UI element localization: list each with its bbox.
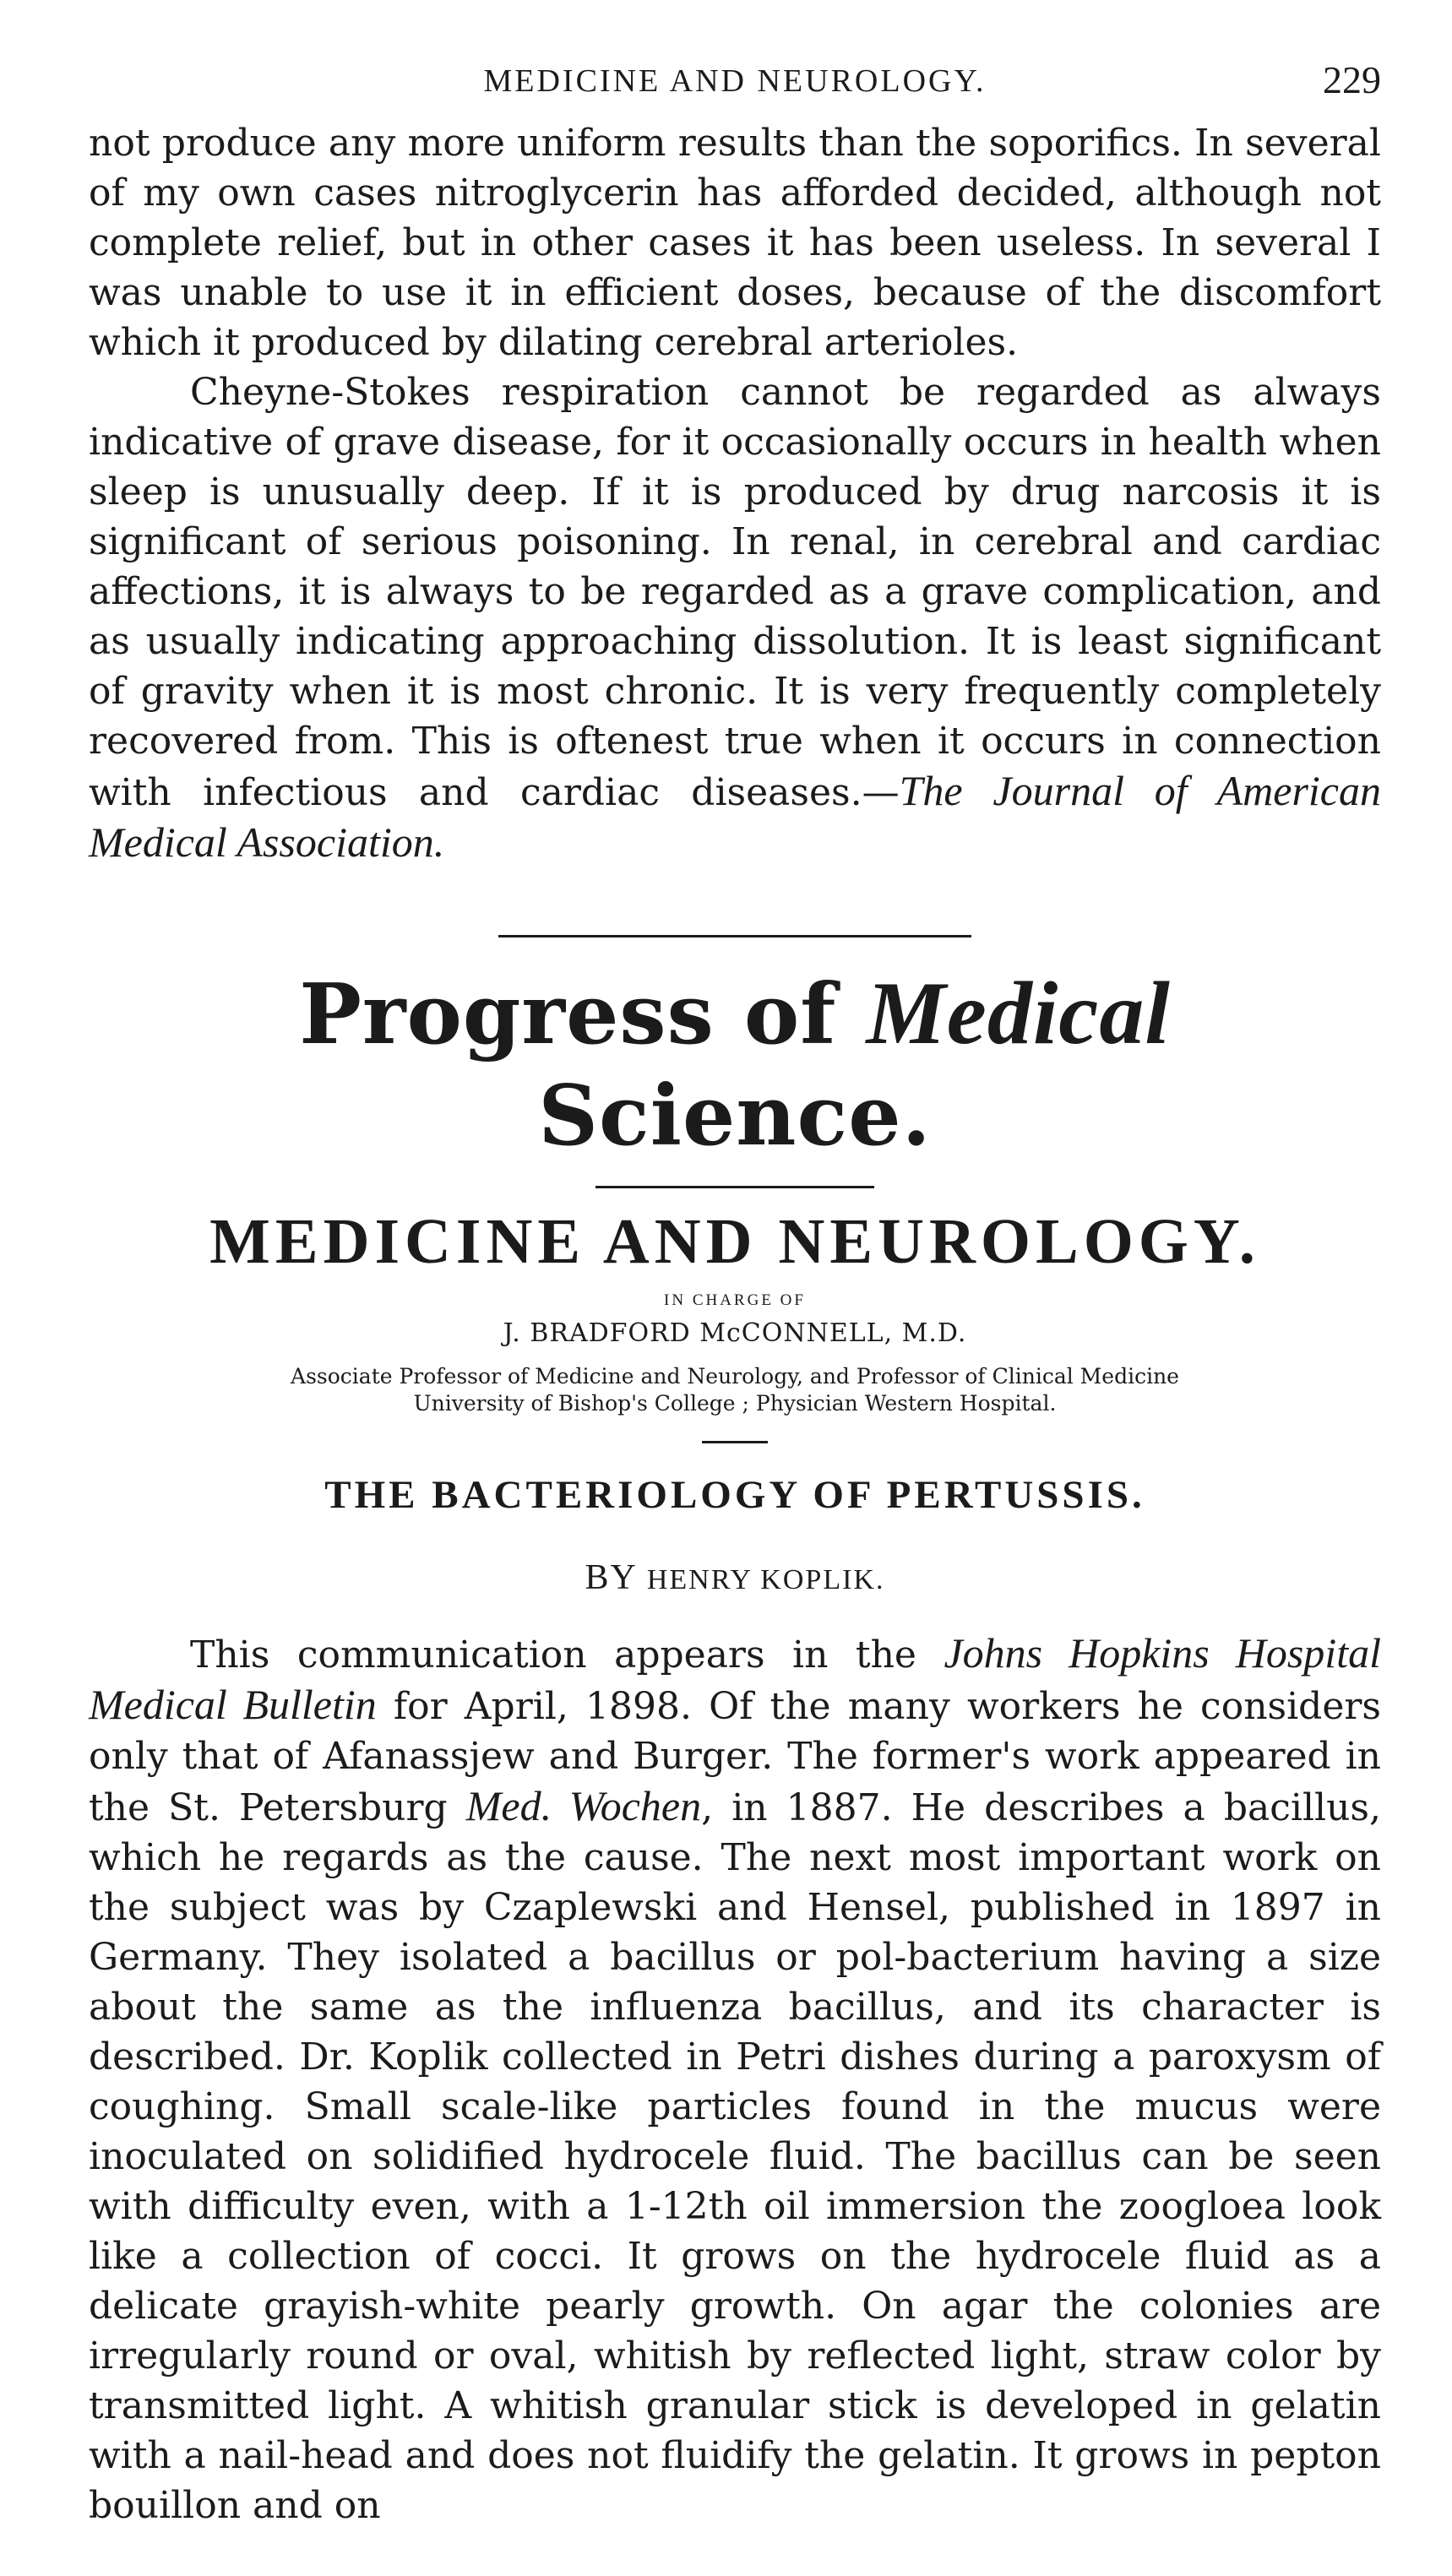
editor-affiliation <box>89 1363 1381 1417</box>
title-divider <box>595 1186 874 1188</box>
section-title-part-2: Medical <box>866 964 1171 1062</box>
running-head <box>89 51 1381 118</box>
previous-article-paragraph-2 <box>89 367 1381 869</box>
article-journal-citation: Johns Hopkins Hospital Medical Bulletin <box>89 1629 1381 1728</box>
byline-author: HENRY KOPLIK. <box>646 1564 885 1595</box>
article-journal-citation-2: Med. Wochen <box>465 1782 702 1829</box>
department-heading: MEDICINE AND NEUROLOGY. <box>209 1206 1260 1277</box>
editor-name: J. BRADFORD McCONNELL, M.D. <box>503 1318 967 1348</box>
editor-affiliation-line-2: University of Bishop's College ; Physician Western Hospital. <box>413 1391 1057 1416</box>
article-intro: This communication appears in the <box>190 1633 944 1677</box>
editor-affiliation-line-1: Associate Professor of Medicine and Neurology, and Professor of Clinical Medicine <box>291 1364 1179 1389</box>
section-title <box>89 963 1381 1167</box>
article-title: THE BACTERIOLOGY OF PERTUSSIS. <box>324 1473 1145 1517</box>
running-head-title: MEDICINE AND NEUROLOGY. <box>483 63 987 99</box>
source-journal-citation: The Journal of American Medical Association. <box>89 767 1381 866</box>
short-divider <box>702 1441 768 1443</box>
previous-article-paragraph-1: not produce any more uniform results than the soporifics. In several of my own cases nitroglycerin has afforded decided, although not complete relief, but in other cases it has been useless. In several I was unable to use it in efficient doses, because of the discomfort which it produced by dilating cerebral arterioles. <box>89 122 1381 364</box>
section-title-part-1: Progress of <box>299 966 867 1063</box>
article-byline <box>89 1557 1381 1598</box>
section-title-part-3: Science. <box>538 1068 932 1165</box>
page-number: 229 <box>1323 58 1381 101</box>
article-paragraph <box>89 1628 1381 2530</box>
section-divider <box>498 935 971 937</box>
byline-by: BY <box>585 1558 647 1597</box>
journal-page <box>89 51 1381 2530</box>
article-text-mid: for April, 1898. Of the many workers he considers only that of Afanassjew and Burger. The former's work appeared in the St. Petersburg <box>89 1685 1381 1829</box>
paragraph-2-text: Cheyne-Stokes respiration cannot be regarded as always indicative of grave disease, for it occasionally occurs in health when sleep is unusually deep. If it is produced by drug narcosis it is significant of serious poisoning. In renal, in cerebral and cardiac affections, it is always to be regarded as a grave complication, and as usually indicating approaching dissolution. It is least significant of gravity when it is most chronic. It is very frequently completely recovered from. This is oftenest true when it occurs in connection with infectious and cardiac diseases.— <box>89 371 1381 814</box>
article-text-rest: , in 1887. He describes a bacillus, which he regards as the cause. The next most important work on the subject was by Czaplewski and Hensel, published in 1897 in Germany. They isolated a bacillus or pol-bacterium having a size about the same as the influenza bacillus, and its character is described. Dr. Koplik collected in Petri dishes during a paroxysm of coughing. Small scale-like particles found in the mucus were inoculated on solidified hydrocele fluid. The bacillus can be seen with difficulty even, with a 1-12th oil immersion the zoogloea look like a collection of cocci. It grows on the hydrocele fluid as a delicate grayish-white pearly growth. On agar the colonies are irregularly round or oval, whitish by reflected light, straw color by transmitted light. A whitish granular stick is developed in gelatin with a nail-head and does not fluidify the gelatin. It grows in pepton bouillon and on <box>89 1786 1381 2527</box>
in-charge-label: IN CHARGE OF <box>664 1291 806 1309</box>
